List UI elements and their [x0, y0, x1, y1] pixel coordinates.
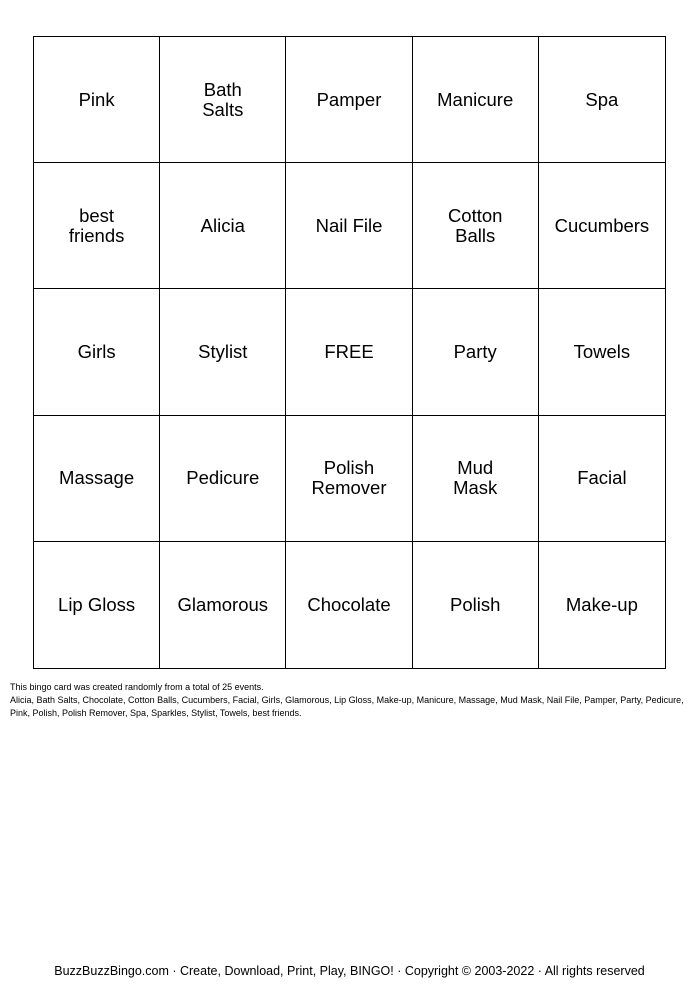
- bingo-cell: Chocolate: [286, 542, 412, 668]
- bingo-cell: Pedicure: [160, 416, 286, 542]
- bingo-cell: Glamorous: [160, 542, 286, 668]
- bingo-cell: Nail File: [286, 163, 412, 289]
- bingo-cell: Towels: [539, 289, 665, 415]
- bingo-cell: Pink: [34, 37, 160, 163]
- bingo-cell: Cucumbers: [539, 163, 665, 289]
- bingo-card-grid: [33, 36, 666, 669]
- bingo-cell: Make-up: [565, 593, 638, 615]
- bingo-cell: Polish Remover: [286, 416, 412, 542]
- bingo-cell: Polish: [413, 542, 539, 668]
- bingo-cell: Girls: [34, 289, 160, 415]
- bingo-cell: Stylist: [160, 289, 286, 415]
- bingo-cell: Spa: [539, 37, 665, 163]
- bingo-cell: Alicia: [160, 163, 286, 289]
- bingo-cell: Bath Salts: [160, 37, 286, 163]
- bingo-cell: Cotton Balls: [413, 163, 539, 289]
- bingo-cell: Facial: [539, 416, 665, 542]
- bingo-cell: Massage: [34, 416, 160, 542]
- notes-event-list: Alicia, Bath Salts, Chocolate, Cotton Balls, Cucumbers, Facial, Girls, Glamorous, Lip Gloss, Make-up, Manicure, Massage, Mud Mask, Nail File, Pamper, Party, Pedicure, Pink, Polish, Polish Remover, Spa, Sparkles, Stylist, Towels, best friends.: [10, 695, 684, 718]
- page-footer: BuzzBuzzBingo.com · Create, Download, Print, Play, BINGO! · Copyright © 2003-2022 · All rights reserved: [54, 964, 645, 978]
- bingo-cell: Lip Gloss: [34, 542, 160, 668]
- bingo-cell: Manicure: [413, 37, 539, 163]
- card-notes: [10, 681, 690, 720]
- bingo-free-cell: FREE: [286, 289, 412, 415]
- bingo-cell: Party: [413, 289, 539, 415]
- bingo-cell: Pamper: [286, 37, 412, 163]
- notes-summary: This bingo card was created randomly from a total of 25 events.: [10, 682, 264, 692]
- bingo-cell: best friends: [34, 163, 160, 289]
- bingo-cell: Mud Mask: [413, 416, 539, 542]
